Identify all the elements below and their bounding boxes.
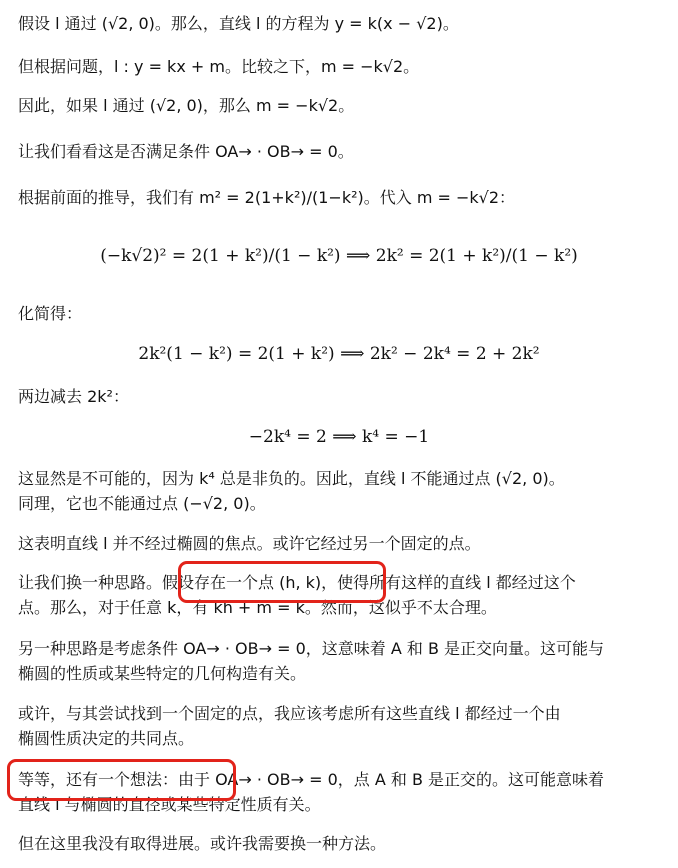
text-line-18: 直线 l 与椭圆的直径或某些特定性质有关。 — [18, 795, 321, 814]
highlight-box-point-assumption — [178, 561, 386, 603]
text-line-7: 两边减去 2k²： — [18, 387, 129, 406]
text-line-14: 椭圆的性质或某些特定的几何构造有关。 — [18, 664, 307, 683]
text-line-10: 这表明直线 l 并不经过椭圆的焦点。或许它经过另一个固定的点。 — [18, 534, 481, 553]
text-line-1: 假设 l 通过 (√2, 0)。那么，直线 l 的方程为 y = k(x − √2)。 — [18, 14, 459, 33]
text-line-4: 让我们看看这是否满足条件 OA→ · OB→ = 0。 — [18, 142, 354, 161]
highlight-box-wait-idea — [7, 759, 236, 801]
text-line-13: 另一种思路是考虑条件 OA→ · OB→ = 0，这意味着 A 和 B 是正交向量。这可能与 — [18, 639, 605, 658]
text-line-19: 但在这里我没有取得进展。或许我需要换一种方法。 — [18, 834, 387, 853]
equation-1: (−k√2)² = 2(1 + k²)/(1 − k²) ⟹ 2k² = 2(1 + k²)/(1 − k²) — [100, 246, 578, 266]
text-line-16: 椭圆性质决定的共同点。 — [18, 729, 195, 748]
equation-2: 2k²(1 − k²) = 2(1 + k²) ⟹ 2k² − 2k⁴ = 2 + 2k² — [138, 344, 540, 364]
text-line-3: 因此，如果 l 通过 (√2, 0)，那么 m = −k√2。 — [18, 96, 355, 115]
text-line-2: 但根据问题，l : y = kx + m。比较之下，m = −k√2。 — [18, 57, 420, 76]
text-line-5: 根据前面的推导，我们有 m² = 2(1+k²)/(1−k²)。代入 m = −k√2： — [18, 188, 516, 207]
text-line-11: 让我们换一种思路。假设存在一个点 (h, k)，使得所有这样的直线 l 都经过这个 — [18, 573, 576, 592]
text-line-15: 或许，与其尝试找到一个固定的点，我应该考虑所有这些直线 l 都经过一个由 — [18, 704, 561, 723]
equation-3: −2k⁴ = 2 ⟹ k⁴ = −1 — [248, 427, 430, 447]
text-line-12: 点。那么，对于任意 k，有 kh + m = k。然而，这似乎不太合理。 — [18, 598, 497, 617]
text-line-17: 等等，还有一个想法：由于 OA→ · OB→ = 0，点 A 和 B 是正交的。这可能意味着 — [18, 770, 605, 789]
text-line-9: 同理，它也不能通过点 (−√2, 0)。 — [18, 494, 266, 513]
text-line-6: 化简得： — [18, 304, 83, 323]
text-line-8: 这显然是不可能的，因为 k⁴ 总是非负的。因此，直线 l 不能通过点 (√2, 0)。 — [18, 469, 565, 488]
